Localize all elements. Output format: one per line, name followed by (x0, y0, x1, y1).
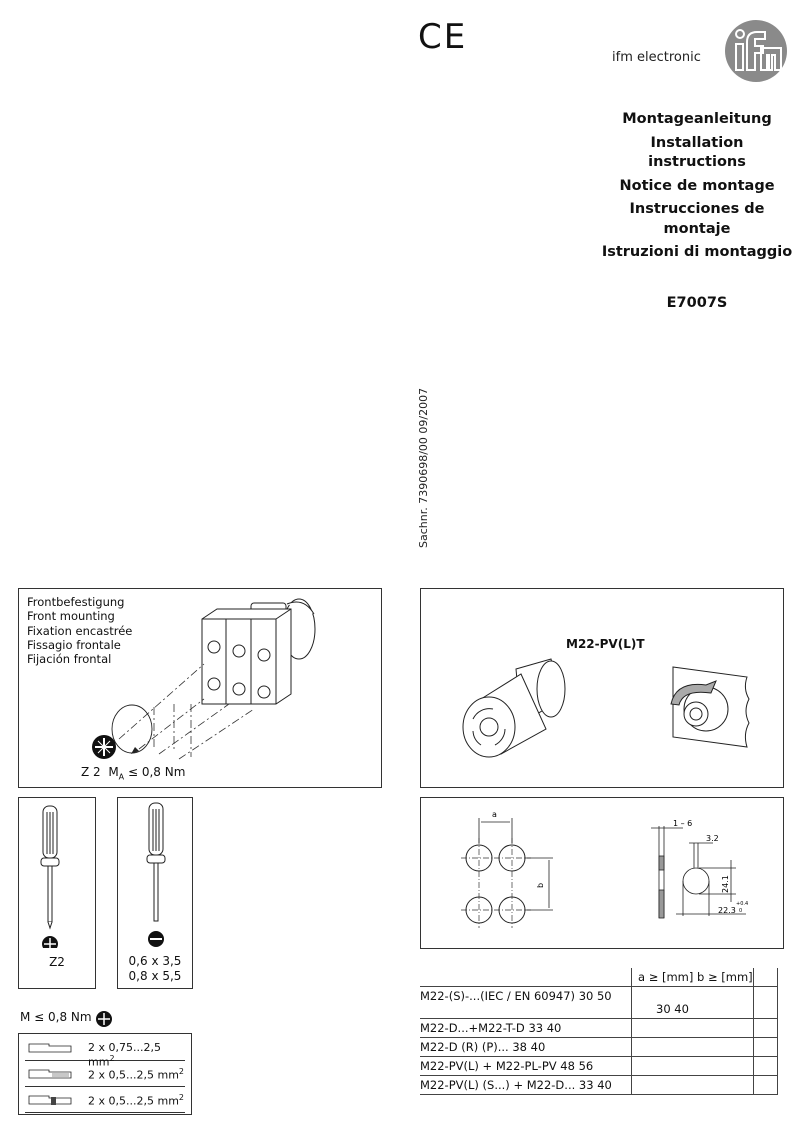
table-header-row (420, 968, 778, 987)
title-es: Instrucciones de montaje (629, 201, 765, 237)
contact-block-illustration (19, 589, 381, 787)
wire-row-ferrule: 2 x 0,5...2,5 $mm^2$ (25, 1088, 185, 1113)
label-es: Fijación frontal (27, 652, 112, 667)
cutout-drawing-panel (420, 797, 784, 949)
solid-wire-icon (27, 1042, 73, 1054)
phillips-tool-panel (18, 797, 96, 989)
ce-mark: CE (418, 17, 468, 57)
table-row: M22-D (R) (P)... 38 40 (420, 1038, 778, 1057)
flat-tool-panel (117, 797, 193, 989)
flat-screwdriver-icon (118, 798, 192, 948)
m22-model-label: M22-PV(L)T (566, 637, 645, 651)
svg-text:3.2: 3.2 (706, 834, 719, 843)
table-row: M22-PV(L) (S...) + M22-D... 33 40 (420, 1076, 778, 1095)
model-number: E7007S (666, 295, 728, 311)
wire-row-solid: 2 x 0,75...2,5 $mm^2$ (25, 1036, 185, 1061)
panel-rotation-illustration (671, 667, 749, 747)
table-row: M22-PV(L) + M22-PL-PV 48 56 (420, 1057, 778, 1076)
svg-text:b: b (536, 882, 545, 888)
header-ab: a ≥ [mm] b ≥ [mm] (632, 968, 754, 987)
front-mounting-panel (18, 588, 382, 788)
label-en: Front mounting (27, 609, 115, 624)
m22-actuator-illustration (421, 589, 783, 787)
title-de: Montageanleitung (622, 111, 772, 127)
ifm-logo-icon (725, 20, 787, 82)
stranded-wire-icon (27, 1068, 73, 1080)
dimension-table (420, 968, 778, 1095)
flat-size-label-2: 0,8 x 5,5 (128, 969, 182, 983)
label-fr: Fixation encastrée (27, 623, 133, 638)
phillips-icon (94, 1009, 114, 1029)
title-it: Istruzioni di montaggio (601, 244, 793, 260)
wire-spec-table (18, 1033, 192, 1115)
label-it: Fissagio frontale (27, 637, 121, 652)
torque-spec: Z 2 $M_A \le 0,8$ Nm (81, 765, 186, 782)
m22-mounting-panel (420, 588, 784, 788)
phillips-screwdriver-icon (19, 798, 95, 948)
cutout-dimension-drawing (421, 798, 783, 948)
svg-text:a: a (492, 810, 497, 819)
wiring-torque: M ≤ 0,8 Nm (20, 1010, 92, 1024)
flat-size-label-1: 0,6 x 3,5 (128, 954, 182, 968)
svg-text:+0.4: +0.4 (736, 901, 749, 907)
svg-text:0: 0 (739, 908, 743, 914)
ferrule-wire-icon (27, 1094, 73, 1106)
screwdriver-size: Z 2 (81, 765, 101, 779)
phillips-size-label: Z2 (49, 955, 65, 969)
brand-text: ifm electronic (612, 50, 701, 65)
svg-text:24.1: 24.1 (721, 875, 730, 893)
title-fr: Notice de montage (619, 177, 775, 194)
wire-row-stranded: 2 x 0,5...2,5 $mm^2$ (25, 1062, 185, 1087)
title-en: Installation instructions (648, 134, 746, 170)
table-row: M22-(S)-...(IEC / EN 60947) 30 50 30 40 (420, 987, 778, 1019)
table-row: M22-D...+M22-T-D 33 40 (420, 1019, 778, 1038)
label-de: Frontbefestigung (27, 595, 125, 609)
phillips-icon (92, 735, 116, 759)
article-number: Sachnr. 7390698/00 09/2007 (417, 387, 430, 548)
title-block (600, 110, 794, 267)
svg-text:1 – 6: 1 – 6 (673, 819, 693, 828)
svg-text:22.3: 22.3 (718, 906, 736, 915)
